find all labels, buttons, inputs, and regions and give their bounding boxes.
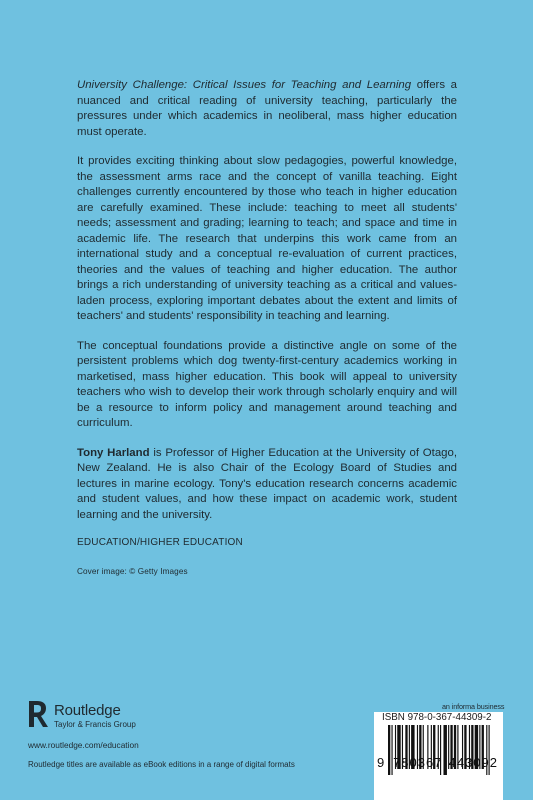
ebook-note: Routledge titles are available as eBook editions in a range of digital formats <box>28 760 295 769</box>
description-paragraph-1 <box>77 78 457 140</box>
author-name: Tony Harland <box>77 446 150 459</box>
routledge-r-logo-icon <box>28 700 48 728</box>
publisher-name: Routledge <box>54 702 121 719</box>
cover-credit: Cover image: © Getty Images <box>77 566 188 576</box>
description-paragraph-3: The conceptual foundations provide a distinctive angle on some of the persistent problems which dog twenty-first-century academics working in marketised, mass higher education. This book will appeal to university teachers who wish to develop their work through scholarly enquiry and will be a resource to inform policy and management around teaching and curriculum. <box>77 339 457 429</box>
barcode-digits <box>377 756 498 770</box>
publisher-group: Taylor & Francis Group <box>54 720 136 729</box>
subject-category: EDUCATION/HIGHER EDUCATION <box>77 537 243 548</box>
author-bio-text: is Professor of Higher Education at the University of Otago, New Zealand. He is also Chair of the Ecology Board of Studies and lectures in marine ecology. Tony's education research concerns academic and student values, and how these impact on academic work, student learning and the university. <box>77 446 457 521</box>
description-paragraph-2: It provides exciting thinking about slow pedagogies, powerful knowledge, the assessment arms race and the concept of vanilla teaching. Eight challenges currently encountered by those who teach in higher education are carefully examined. These include: teaching to meet all students' needs; assessment and grading; learning to teach; and space and time in academic life. The research that underpins this work came from an international study and a conceptual re-evaluation of current practices, theories and the values of teaching and higher education. The author brings a rich understanding of university teaching as a critical and values-laden process, exploring important debates about the extent and limits of teachers' and students' responsibility in teaching and learning. <box>77 155 457 322</box>
publisher-url: www.routledge.com/education <box>28 740 139 750</box>
isbn-barcode-box <box>374 712 503 800</box>
book-title-italic: University Challenge: Critical Issues for Teaching and Learning <box>77 79 412 91</box>
description-paragraph-1-text: offers a nuanced and critical reading of university teaching, particularly the pressures under which academics in neoliberal, mass higher education must operate. <box>77 79 457 138</box>
barcode-digit-group-1: 780367 <box>393 755 443 770</box>
isbn-label: ISBN 978-0-367-44309-2 <box>382 712 492 723</box>
author-bio <box>77 446 457 524</box>
informa-tagline: an informa business <box>442 702 505 711</box>
barcode-digit-group-2: 443092 <box>448 755 498 770</box>
publisher-block <box>28 700 248 732</box>
barcode-digit-lead: 9 <box>377 755 385 770</box>
back-cover-text <box>77 78 457 579</box>
